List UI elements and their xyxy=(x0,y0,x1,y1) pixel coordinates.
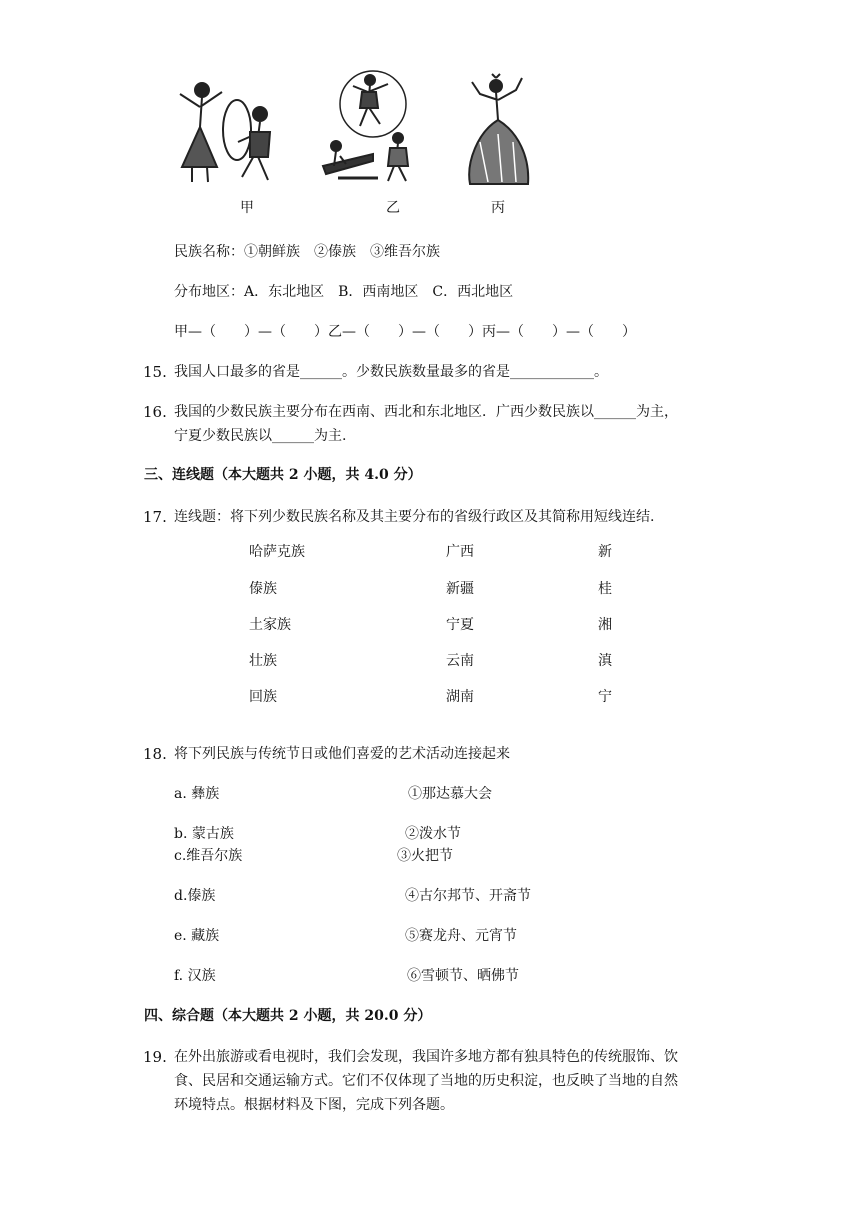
q17-abbr-item: 宁 xyxy=(598,689,612,705)
q18-right-item: ②泼水节 xyxy=(405,826,461,842)
q17-text: 连线题：将下列少数民族名称及其主要分布的省级行政区及其简称用短线连结. xyxy=(174,509,655,525)
q15-number: 15. xyxy=(143,363,167,381)
q15-text: 我国人口最多的省是______。少数民族数量最多的省是____________。 xyxy=(174,364,608,380)
q18-right-item: ⑤赛龙舟、元宵节 xyxy=(405,928,517,944)
q17-ethnic-item: 哈萨克族 xyxy=(249,544,305,560)
q17-province-item: 新疆 xyxy=(446,581,474,597)
q17-province-item: 云南 xyxy=(446,653,474,669)
q18-left-item: d.傣族 xyxy=(174,888,216,904)
q18-right-item: ⑥雪顿节、晒佛节 xyxy=(407,968,519,984)
q17-province-item: 广西 xyxy=(446,544,474,560)
q18-left-item: a. 彝族 xyxy=(174,786,220,802)
q19-line3: 环境特点。根据材料及下图，完成下列各题。 xyxy=(174,1097,454,1113)
q18-right-item: ①那达慕大会 xyxy=(408,786,492,802)
q17-ethnic-item: 回族 xyxy=(249,689,277,705)
q17-ethnic-item: 土家族 xyxy=(249,617,291,633)
q16-line1: 我国的少数民族主要分布在西南、西北和东北地区．广西少数民族以______为主， xyxy=(174,404,678,420)
q18-left-item: f. 汉族 xyxy=(174,968,216,984)
q18-left-item: e. 藏族 xyxy=(174,928,220,944)
figure-label-yi: 乙 xyxy=(386,200,400,216)
q19-line1: 在外出旅游或看电视时，我们会发现，我国许多地方都有独具特色的传统服饰、饮 xyxy=(174,1049,678,1065)
q17-abbr-item: 滇 xyxy=(598,653,612,669)
q17-abbr-item: 新 xyxy=(598,544,612,560)
q18-left-item: c.维吾尔族 xyxy=(174,848,243,864)
q17-province-item: 宁夏 xyxy=(446,617,474,633)
q17-abbr-item: 湘 xyxy=(598,617,612,633)
section3-heading: 三、连线题（本大题共 2 小题，共 4.0 分） xyxy=(144,467,422,483)
q17-abbr-item: 桂 xyxy=(598,581,612,597)
q17-number: 17. xyxy=(143,508,167,526)
q14-answer-line: 甲—（ ）—（ ）乙—（ ）—（ ）丙—（ ）—（ ） xyxy=(174,324,636,340)
q17-ethnic-item: 壮族 xyxy=(249,653,277,669)
figure-label-jia: 甲 xyxy=(240,200,254,216)
q18-text: 将下列民族与传统节日或他们喜爱的艺术活动连接起来 xyxy=(174,746,510,762)
q19-line2: 食、民居和交通运输方式。它们不仅体现了当地的历史积淀，也反映了当地的自然 xyxy=(174,1073,678,1089)
figure-label-bing: 丙 xyxy=(491,200,505,216)
q18-left-item: b. 蒙古族 xyxy=(174,826,234,842)
q18-number: 18. xyxy=(143,745,167,763)
dance-illustration-jia xyxy=(172,72,282,192)
q18-right-item: ④古尔邦节、开斋节 xyxy=(405,888,531,904)
dance-illustration-yi xyxy=(318,66,423,191)
q19-number: 19. xyxy=(143,1048,167,1066)
q16-line2: 宁夏少数民族以______为主. xyxy=(174,428,347,444)
q14-regions-line: 分布地区：A．东北地区 B．西南地区 C．西北地区 xyxy=(174,284,514,300)
q17-ethnic-item: 傣族 xyxy=(249,581,277,597)
q14-names-line: 民族名称：①朝鲜族 ②傣族 ③维吾尔族 xyxy=(174,244,440,260)
q17-province-item: 湖南 xyxy=(446,689,474,705)
q18-right-item: ③火把节 xyxy=(397,848,453,864)
dance-illustration-bing xyxy=(458,72,538,190)
q16-number: 16. xyxy=(143,403,167,421)
section4-heading: 四、综合题（本大题共 2 小题，共 20.0 分） xyxy=(144,1008,432,1024)
